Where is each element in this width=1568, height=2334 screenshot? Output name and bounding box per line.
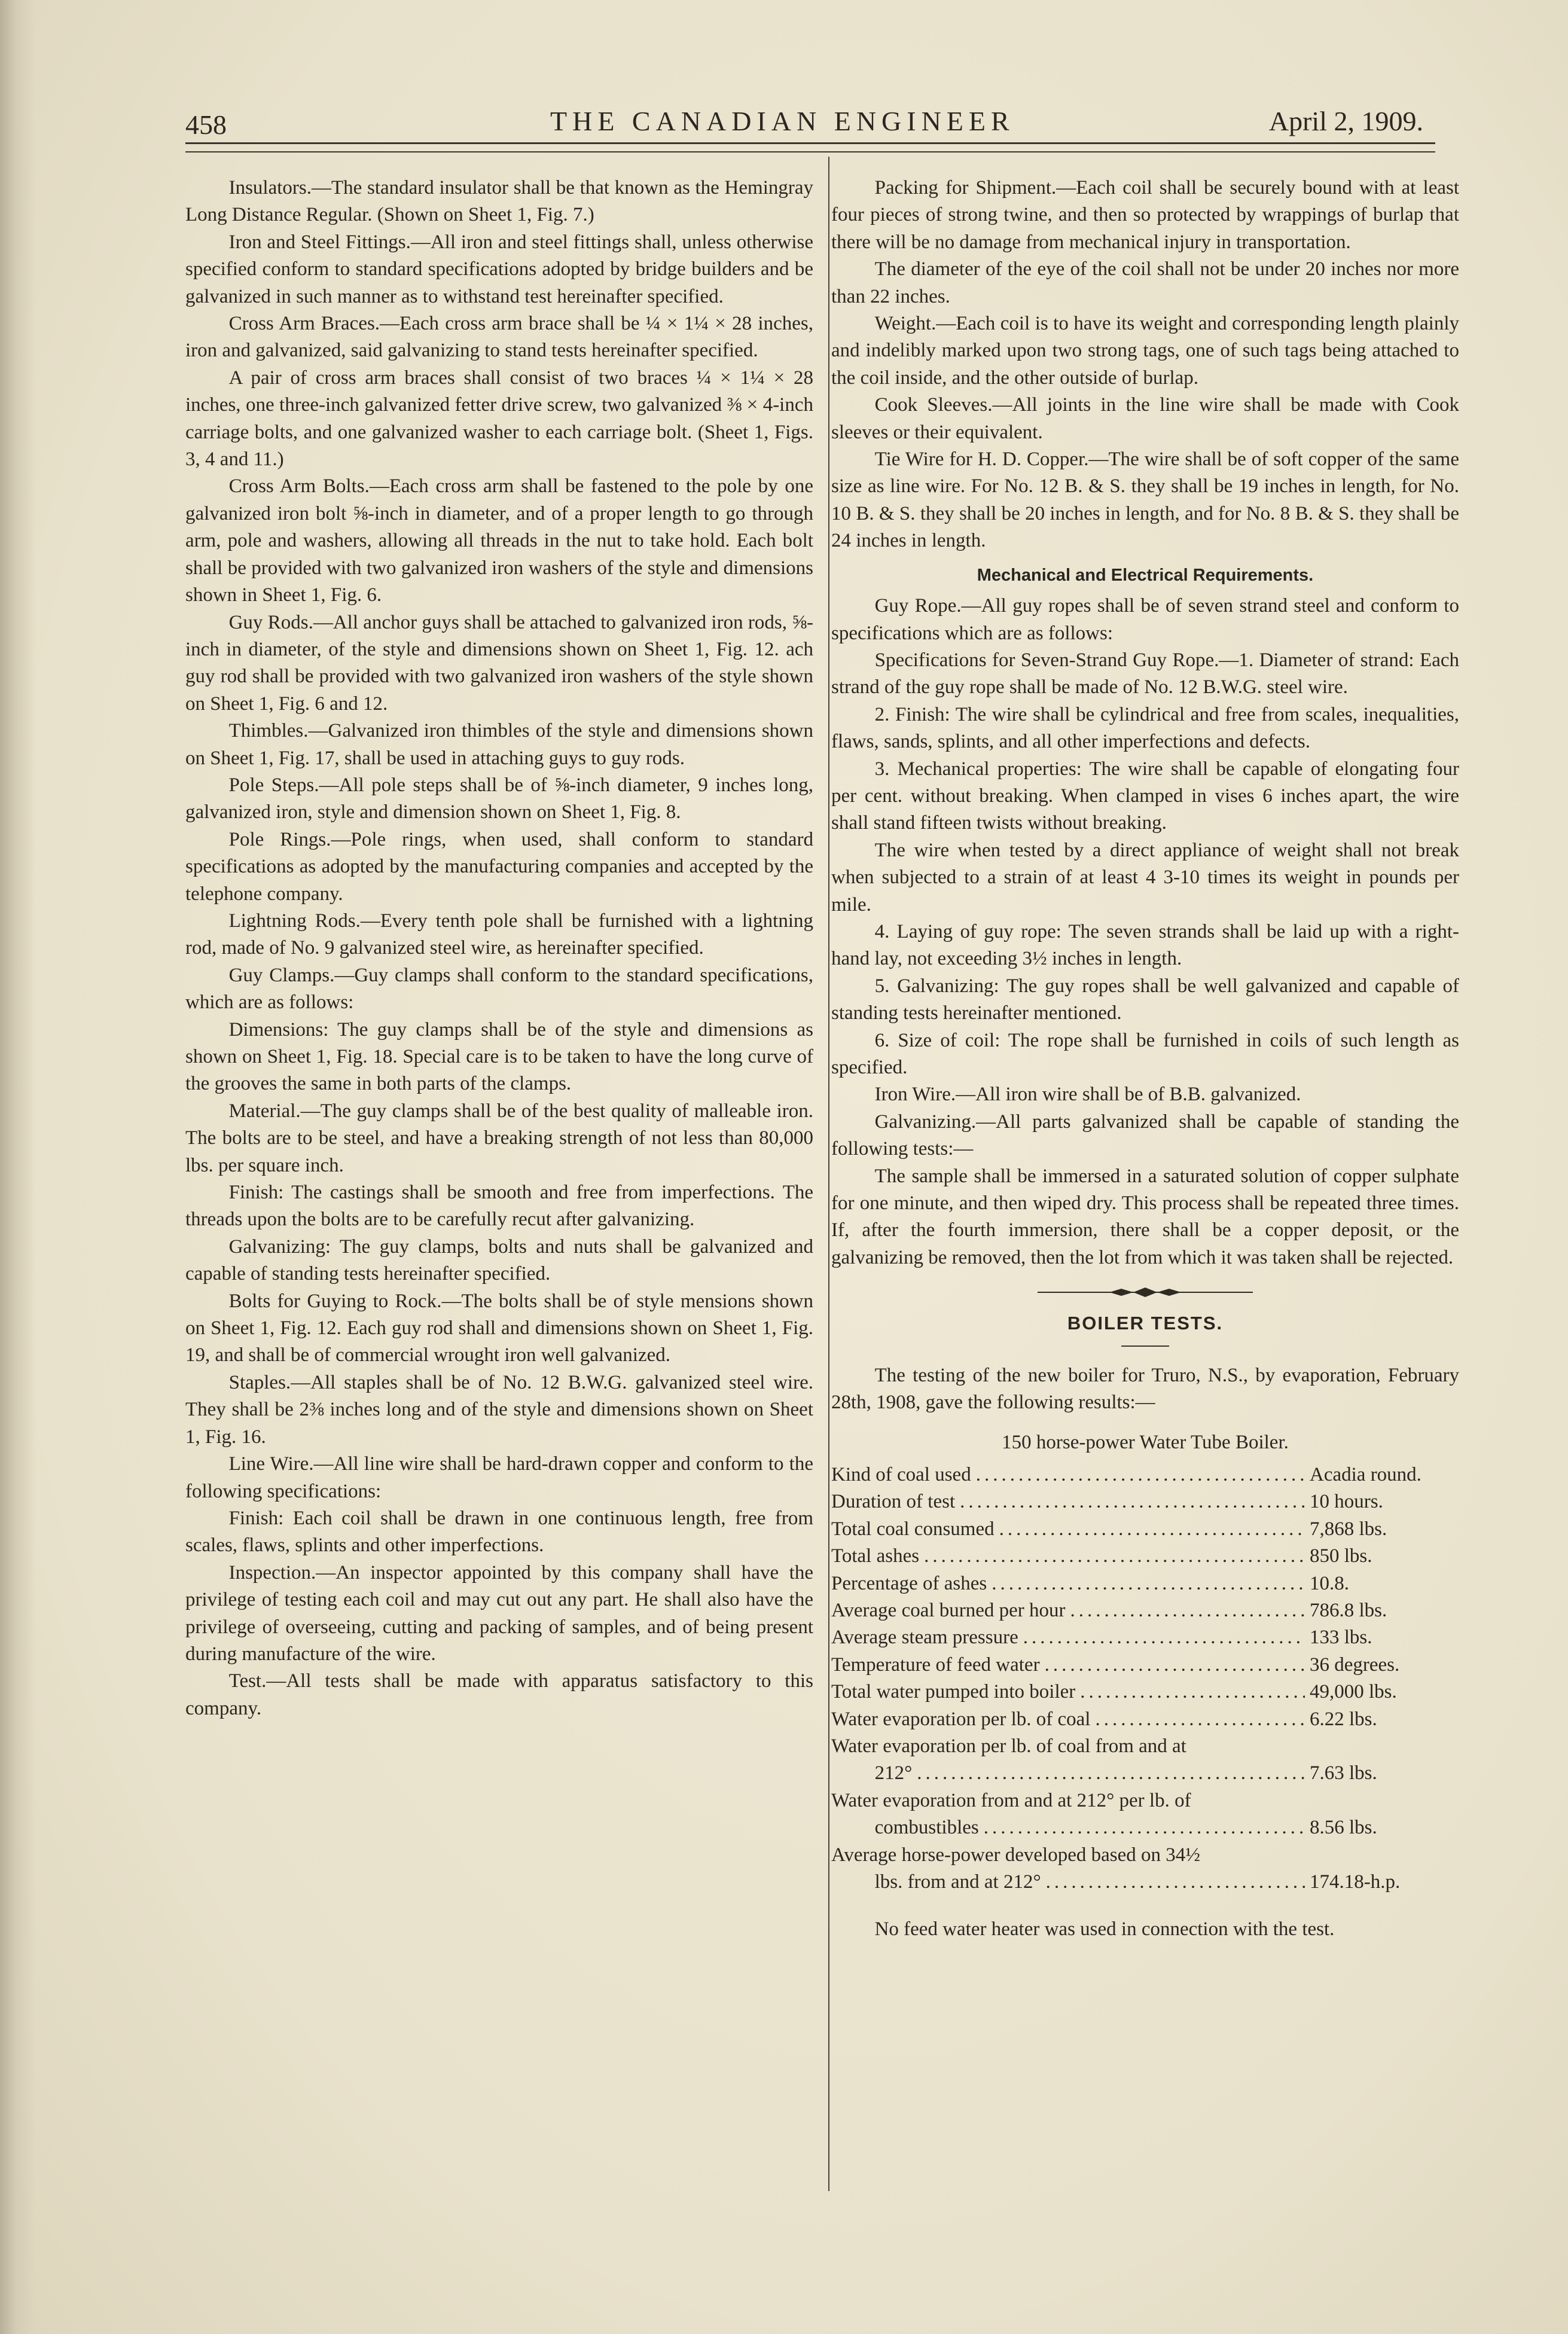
result-label: Water evaporation per lb. of coal from and at — [831, 1735, 1186, 1757]
para-spec-weight-test: The wire when tested by a direct appliance of weight shall not break when subjected to a strain of at least 4 3-10 times its weight in pounds per mile. — [831, 839, 1459, 916]
para-iron-steel-fittings: Iron and Steel Fittings.—All iron and steel fittings shall, unless otherwise specified conform to standard specifications adopted by bridge builders and be galvanized in such manner as to withstand test hereinafter specified. — [185, 231, 813, 307]
right-column — [831, 175, 1459, 1944]
result-label-continued: lbs. from and at 212° — [874, 1871, 1041, 1893]
result-label: Percentage of ashes — [831, 1572, 987, 1594]
para-boiler-intro: The testing of the new boiler for Truro, N.S., by evaporation, February 28th, 1908, gave the following results:— — [831, 1364, 1459, 1414]
header-rule — [185, 142, 1435, 152]
para-finish-coil: Finish: Each coil shall be drawn in one continuous length, free from scales, flaws, splints and other imperfections. — [185, 1507, 813, 1557]
result-row — [831, 1462, 1459, 1488]
binding-shadow — [0, 0, 36, 2334]
result-row — [831, 1488, 1459, 1515]
para-lightning-rods: Lightning Rods.—Every tenth pole shall be furnished with a lightning rod, made of No. 9 galvanized steel wire, as hereinafter specified. — [185, 910, 813, 959]
para-iron-wire: Iron Wire.—All iron wire shall be of B.B. galvanized. — [874, 1084, 1301, 1106]
result-row — [831, 1679, 1459, 1706]
result-value: 36 degrees. — [1310, 1653, 1400, 1676]
para-bolts-rock: Bolts for Guying to Rock.—The bolts shall be of style mensions shown on Sheet 1, Fig. 12. Each guy rod shall and dimensions shown on Sheet 1, Fig. 19, and shall be of commercial wrought iron well galvanized. — [185, 1290, 813, 1366]
para-galvanizing-tests: Galvanizing.—All parts galvanized shall be capable of standing the following tests:— — [831, 1110, 1459, 1160]
result-value: 786.8 lbs. — [1310, 1599, 1387, 1621]
result-row — [831, 1624, 1459, 1651]
section-heading: Mechanical and Electrical Requirements. — [977, 565, 1314, 585]
result-row — [831, 1733, 1459, 1787]
para-pole-steps: Pole Steps.—All pole steps shall be of ⅝-inch diameter, 9 inches long, galvanized iron, style and dimension shown on Sheet 1, Fig. 8. — [185, 774, 813, 823]
result-label: Average horse-power developed based on 34½ — [831, 1844, 1200, 1866]
result-value: 10 hours. — [1310, 1491, 1383, 1513]
dot-leader — [1046, 1869, 1305, 1896]
para-spec-coil-size: 6. Size of coil: The rope shall be furnished in coils of such length as specified. — [831, 1029, 1459, 1078]
result-value: 49,000 lbs. — [1310, 1681, 1397, 1703]
result-label-continued: 212° — [874, 1762, 913, 1784]
result-label-continued: combustibles — [874, 1817, 979, 1839]
para-cross-arm-braces: Cross Arm Braces.—Each cross arm brace shall be ¼ × 1¼ × 28 inches, iron and galvanized, said galvanizing to stand tests hereinafter specified. — [185, 313, 813, 362]
dot-leader — [1023, 1624, 1305, 1651]
boiler-results-table — [831, 1462, 1459, 1896]
dot-leader — [976, 1462, 1305, 1488]
para-cook-sleeves: Cook Sleeves.—All joints in the line wire shall be made with Cook sleeves or their equivalent. — [831, 394, 1459, 443]
dot-leader — [917, 1760, 1305, 1787]
result-row — [831, 1543, 1459, 1570]
result-row — [831, 1570, 1459, 1597]
result-row — [831, 1706, 1459, 1733]
result-row — [831, 1597, 1459, 1624]
para-test: Test.—All tests shall be made with apparatus satisfactory to this company. — [185, 1670, 813, 1719]
para-spec-finish: 2. Finish: The wire shall be cylindrical and free from scales, inequalities, flaws, sands, splints, and all other imperfections and defects. — [831, 703, 1459, 753]
result-label: Total coal consumed — [831, 1518, 995, 1540]
para-pole-rings: Pole Rings.—Pole rings, when used, shall conform to standard specifications as adopted by the manufacturing companies and accepted by the telephone company. — [185, 828, 813, 905]
para-finish-castings: Finish: The castings shall be smooth and free from imperfections. The threads upon the bolts are to be carefully recut after galvanizing. — [185, 1182, 813, 1231]
column-divider — [828, 157, 829, 2191]
result-label: Kind of coal used — [831, 1463, 971, 1485]
result-label: Total water pumped into boiler — [831, 1681, 1076, 1703]
para-spec-mechanical: 3. Mechanical properties: The wire shall be capable of elongating four per cent. without breaking. When clamped in vises 6 inches apart, the wire shall stand fifteen twists without breaking. — [831, 758, 1459, 834]
dot-leader — [984, 1814, 1305, 1841]
boiler-table-caption: 150 horse-power Water Tube Boiler. — [1002, 1432, 1289, 1454]
dot-leader — [1095, 1706, 1305, 1733]
journal-title: THE CANADIAN ENGINEER — [550, 106, 1015, 136]
result-label: Temperature of feed water — [831, 1653, 1040, 1676]
result-value: 8.56 lbs. — [1310, 1817, 1377, 1839]
dot-leader — [1080, 1679, 1305, 1706]
issue-date: April 2, 1909. — [1268, 106, 1423, 136]
para-tie-wire: Tie Wire for H. D. Copper.—The wire shall be of soft copper of the same size as line wire. For No. 12 B. & S. they shall be 19 inches in length, for No. 10 B. & S. they shall be 20 inches in length, and for No. 8 B. & S. they shall be 24 inches in length. — [831, 449, 1459, 552]
para-spec-diameter: Specifications for Seven-Strand Guy Rope.—1. Diameter of strand: Each strand of the guy rope shall be made of No. 12 B.W.G. steel wire. — [831, 649, 1459, 698]
para-spec-laying: 4. Laying of guy rope: The seven strands shall be laid up with a right-hand lay, not exceeding 3½ inches in length. — [831, 920, 1459, 970]
result-label: Duration of test — [831, 1491, 956, 1513]
short-rule — [1121, 1346, 1169, 1347]
result-label: Water evaporation from and at 212° per lb. of — [831, 1789, 1191, 1811]
result-value: 174.18-h.p. — [1310, 1871, 1401, 1893]
para-eye-diameter: The diameter of the eye of the coil shall not be under 20 inches nor more than 22 inches. — [831, 258, 1459, 307]
para-guy-clamps: Guy Clamps.—Guy clamps shall conform to the standard specifications, which are as follows: — [185, 964, 813, 1014]
result-row — [831, 1516, 1459, 1543]
para-cross-arm-bolts: Cross Arm Bolts.—Each cross arm shall be fastened to the pole by one galvanized iron bolt ⅝-inch in diameter, and of a proper length to go through arm, pole and washers, allowing all threads in the nut to take hold. Each bolt shall be provided with two galvanized iron washers of the style and dimensions shown in Sheet 1, Fig. 6. — [185, 475, 813, 606]
para-dimensions: Dimensions: The guy clamps shall be of the style and dimensions as shown on Sheet 1, Fig. 18. Special care is to be taken to have the long curve of the grooves the same in both parts of the clamps. — [185, 1018, 813, 1095]
para-spec-galvanizing: 5. Galvanizing: The guy ropes shall be well galvanized and capable of standing tests hereinafter mentioned. — [831, 975, 1459, 1024]
para-line-wire: Line Wire.—All line wire shall be hard-drawn copper and conform to the following specifications: — [185, 1453, 813, 1502]
result-label: Water evaporation per lb. of coal — [831, 1708, 1091, 1730]
page-number: 458 — [185, 109, 227, 140]
para-closing: No feed water heater was used in connection with the test. — [874, 1918, 1335, 1941]
para-guy-rods: Guy Rods.—All anchor guys shall be attached to galvanized iron rods, ⅝-inch in diameter, of the style and dimensions shown on Sheet 1, Fig. 12. ach guy rod shall be provided with two galvanized iron washers of the style shown on Sheet 1, Fig. 6 and 12. — [185, 611, 813, 715]
para-copper-sulphate: The sample shall be immersed in a saturated solution of copper sulphate for one minute, and then wiped dry. This process shall be repeated three times. If, after the fourth immersion, there shall be a copper deposit, or the galvanizing be removed, then the lot from which it was taken shall be rejected. — [831, 1165, 1459, 1268]
para-thimbles: Thimbles.—Galvanized iron thimbles of the style and dimensions shown on Sheet 1, Fig. 17, shall be used in attaching guys to guy rods. — [185, 720, 813, 769]
para-insulators: Insulators.—The standard insulator shall be that known as the Hemingray Long Distance Regular. (Shown on Sheet 1, Fig. 7.) — [185, 177, 813, 226]
result-value: 7.63 lbs. — [1310, 1762, 1377, 1784]
left-column — [185, 175, 813, 1722]
result-value: 10.8. — [1310, 1572, 1349, 1594]
para-packing: Packing for Shipment.—Each coil shall be securely bound with at least four pieces of strong twine, and then so protected by wrappings of burlap that there will be no damage from mechanical injury in transportation. — [831, 177, 1459, 253]
dot-leader — [992, 1570, 1305, 1597]
result-value: 7,868 lbs. — [1310, 1518, 1387, 1540]
result-label: Average coal burned per hour — [831, 1599, 1066, 1621]
dot-leader — [960, 1488, 1305, 1515]
dot-leader — [999, 1516, 1305, 1543]
result-label: Average steam pressure — [831, 1627, 1018, 1649]
para-material: Material.—The guy clamps shall be of the best quality of malleable iron. The bolts are to be steel, and have a breaking strength of not less than 80,000 lbs. per square inch. — [185, 1100, 813, 1176]
result-row — [831, 1842, 1459, 1896]
result-label: Total ashes — [831, 1545, 920, 1567]
boiler-tests-heading: BOILER TESTS. — [1067, 1313, 1224, 1334]
result-value: 850 lbs. — [1310, 1545, 1372, 1567]
result-value: 133 lbs. — [1310, 1627, 1372, 1649]
para-inspection: Inspection.—An inspector appointed by this company shall have the privilege of testing each coil and may cut out any part. He shall also have the privilege of overseeing, cutting and packing of samples, and of being present during manufacture of the wire. — [185, 1561, 813, 1665]
para-pair-braces: A pair of cross arm braces shall consist of two braces ¼ × 1¼ × 28 inches, one three-inch galvanized fetter drive screw, two galvanized ⅜ × 4-inch carriage bolts, and one galvanized washer to each carriage bolt. (Sheet 1, Figs. 3, 4 and 11.) — [185, 367, 813, 471]
result-row — [831, 1787, 1459, 1842]
dot-leader — [924, 1543, 1305, 1570]
result-value: Acadia round. — [1310, 1463, 1421, 1485]
para-galvanizing-clamps: Galvanizing: The guy clamps, bolts and nuts shall be galvanized and capable of standing tests hereinafter specified. — [185, 1235, 813, 1285]
ornament-rule — [831, 1282, 1459, 1302]
para-weight: Weight.—Each coil is to have its weight and corresponding length plainly and indelibly marked upon two strong tags, one of such tags being attached to the coil inside, and the other outside of burlap. — [831, 313, 1459, 389]
dot-leader — [1045, 1652, 1305, 1679]
ornament-icon — [1038, 1283, 1253, 1301]
para-guy-rope: Guy Rope.—All guy ropes shall be of seven strand steel and conform to specifications which are as follows: — [831, 595, 1459, 644]
para-staples: Staples.—All staples shall be of No. 12 B.W.G. galvanized steel wire. They shall be 2⅜ inches long and of the style and dimensions shown on Sheet 1, Fig. 16. — [185, 1371, 813, 1448]
result-row — [831, 1652, 1459, 1679]
dot-leader — [1070, 1597, 1305, 1624]
result-value: 6.22 lbs. — [1310, 1708, 1377, 1730]
